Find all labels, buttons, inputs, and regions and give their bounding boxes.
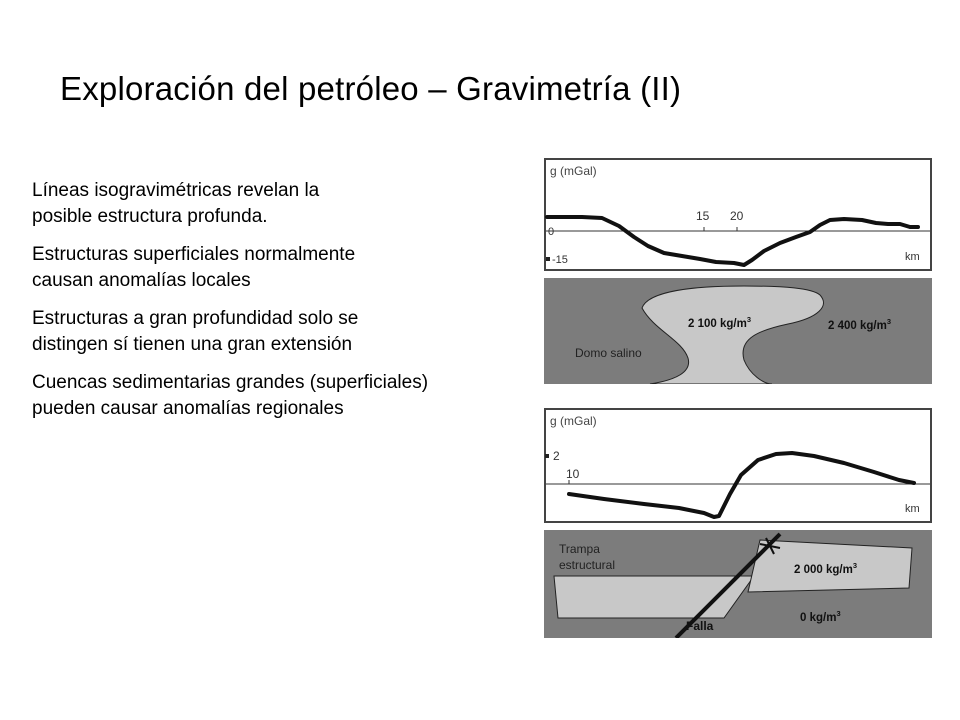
salt-dome-gravity-plot: [545, 159, 931, 270]
bullet-line: Estructuras a gran profundidad solo se: [32, 308, 359, 329]
salt-dome-figure: [544, 158, 932, 384]
bullet-line: Estructuras superficiales normalmente: [32, 244, 356, 265]
y-tick-zero: 0: [548, 226, 555, 238]
y-tick-marker: [545, 454, 549, 458]
trap-label-line2: estructural: [559, 558, 616, 572]
bullet-item: [32, 370, 542, 422]
y-tick-marker: [546, 257, 550, 261]
bullet-line: Líneas isogravimétricas revelan la: [32, 180, 320, 201]
block-density-label: 2 000 $kg/m^3$: [794, 561, 857, 576]
bullet-item: [32, 242, 542, 294]
fault-trap-density-section: [544, 530, 932, 638]
salt-dome-density-section: [544, 278, 932, 384]
bullet-line: Cuencas sedimentarias grandes (superficiales): [32, 372, 429, 393]
bullet-list: [32, 178, 542, 434]
y-axis-label: g (mGal): [550, 164, 597, 178]
dome-density-label: 2 100 $kg/m^3$: [688, 315, 751, 330]
bullet-line: causan anomalías locales: [32, 270, 251, 291]
salt-dome-label: Domo salino: [575, 346, 642, 360]
x-tick-15: 15: [696, 209, 710, 223]
bullet-line: posible estructura profunda.: [32, 206, 268, 227]
plot-frame: [545, 409, 931, 522]
downthrown-block: [554, 576, 754, 618]
x-tick-10: 10: [566, 467, 580, 481]
host-density-label: 2 400 $kg/m^3$: [828, 317, 891, 332]
bullet-item: [32, 306, 542, 358]
bullet-line: distingen sí tienen una gran extensión: [32, 334, 353, 355]
x-unit-label: km: [905, 503, 920, 515]
y-axis-label: g (mGal): [550, 414, 597, 428]
fault-label: Falla: [686, 619, 714, 633]
slide-title: Exploración del petróleo – Gravimetría (II): [60, 70, 682, 107]
x-tick-20: 20: [730, 209, 744, 223]
x-unit-label: km: [905, 251, 920, 263]
fault-trap-figure: [544, 408, 932, 638]
bullet-line: pueden causar anomalías regionales: [32, 398, 344, 419]
zero-density-label: 0 $kg/m^3$: [800, 609, 841, 624]
bullet-item: [32, 178, 542, 230]
y-tick-top: 2: [553, 449, 560, 463]
trap-label-line1: Trampa: [559, 542, 600, 556]
y-tick-min: -15: [552, 254, 568, 266]
fault-trap-gravity-plot: [545, 409, 931, 522]
